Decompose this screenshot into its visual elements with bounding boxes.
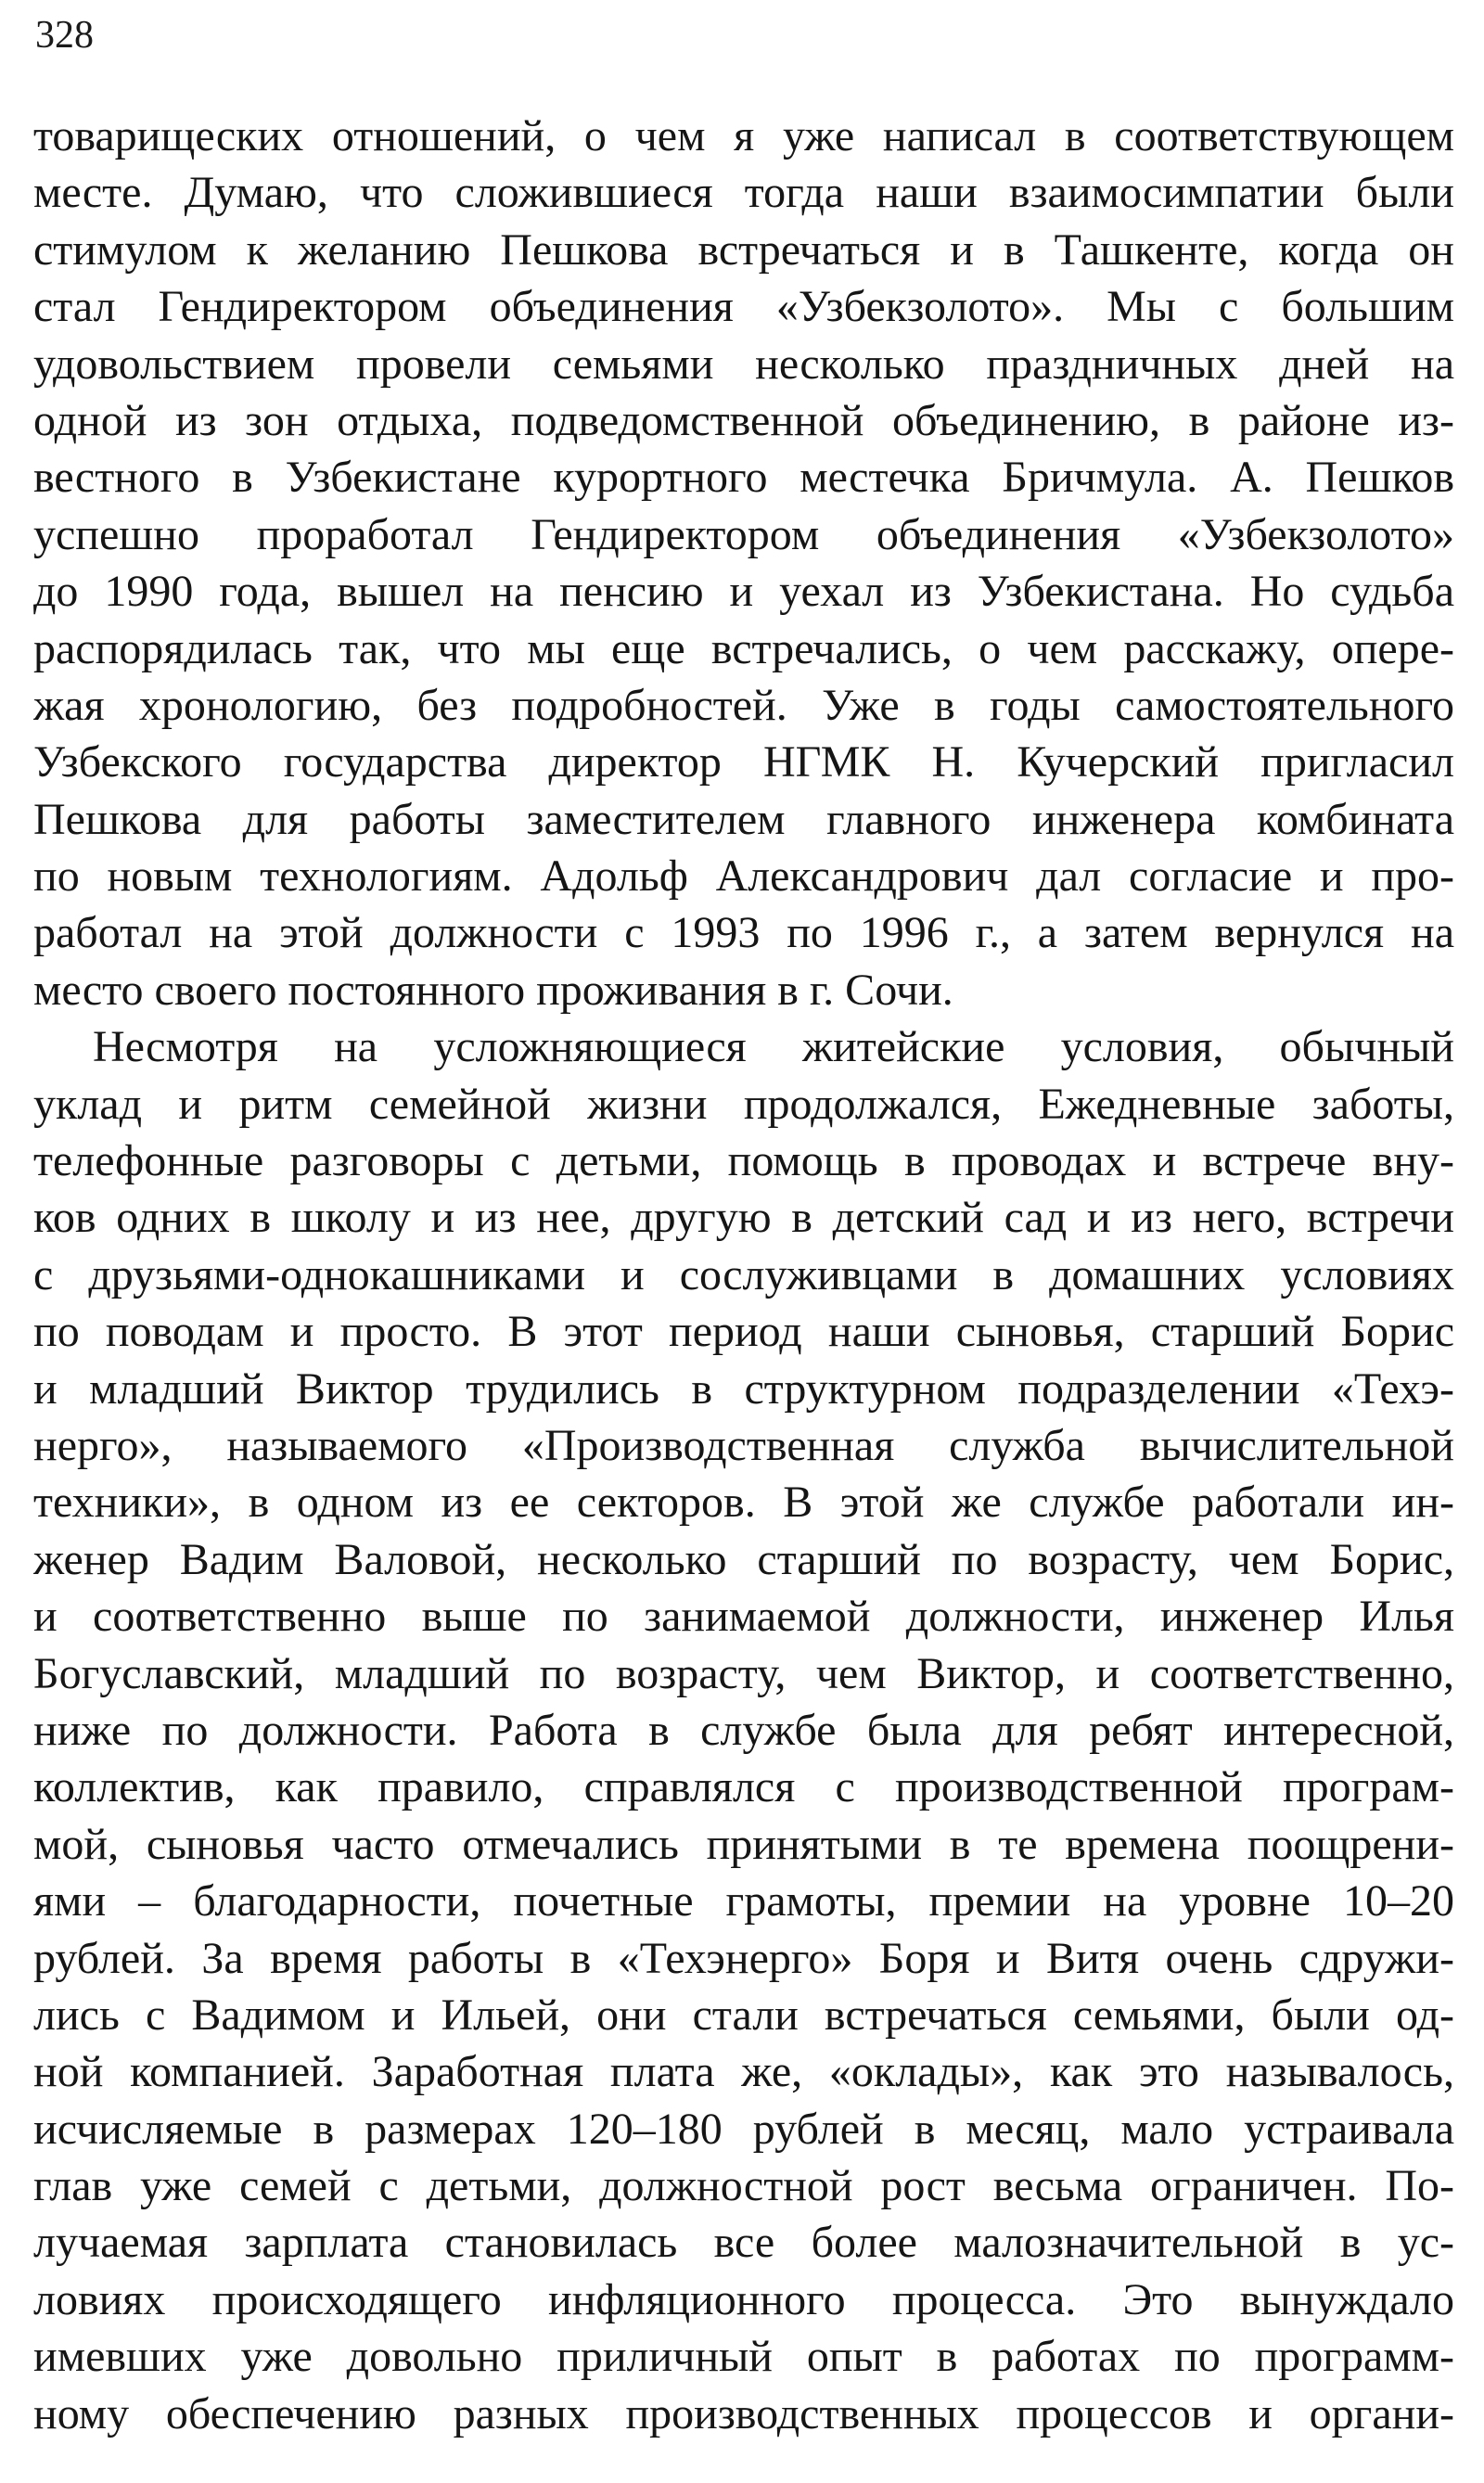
text-line: женер Вадим Валовой, несколько старший по возрасту, чем Борис, <box>33 1534 1454 1584</box>
text-line: ков одних в школу и из нее, другую в детский сад и из него, встречи <box>33 1193 1454 1243</box>
text-line: коллектив, как правило, справлялся с производственной програм- <box>33 1762 1454 1812</box>
text-line: ями – благодарности, почетные грамоты, премии на уровне 10–20 <box>33 1876 1454 1926</box>
text-line: месте. Думаю, что сложившиеся тогда наши взаимосимпатии были <box>33 168 1454 218</box>
text-line: Богуславский, младший по возрасту, чем Виктор, и соответственно, <box>33 1648 1454 1698</box>
text-line: и младший Виктор трудились в структурном подразделении «Техэ- <box>33 1363 1454 1414</box>
text-line: и соответственно выше по занимаемой должности, инженер Илья <box>33 1592 1454 1642</box>
text-line: нерго», называемого «Производственная служба вычислительной <box>33 1420 1454 1470</box>
text-line: уклад и ритм семейной жизни продолжался, Ежедневные заботы, <box>33 1079 1454 1129</box>
page-number: 328 <box>35 14 94 57</box>
paragraph-start-line: Несмотря на усложняющиеся житейские условия, обычный <box>93 1022 1454 1072</box>
text-line: стал Гендиректором объединения «Узбекзолото». Мы с большим <box>33 282 1454 332</box>
text-line: техники», в одном из ее секторов. В этой же службе работали ин- <box>33 1478 1454 1528</box>
text-line: ловиях происходящего инфляционного процесса. Это вынуждало <box>33 2274 1454 2324</box>
text-line: ной компанией. Заработная плата же, «оклады», как это называлось, <box>33 2047 1454 2097</box>
text-line: рублей. За время работы в «Техэнерго» Боря и Витя очень сдружи- <box>33 1933 1454 1983</box>
text-line: ному обеспечению разных производственных процессов и органи- <box>33 2388 1454 2438</box>
body-text <box>33 108 1454 2442</box>
text-line: Узбекского государства директор НГМК Н. Кучерский пригласил <box>33 737 1454 787</box>
text-line: Пешкова для работы заместителем главного инженера комбината <box>33 794 1454 844</box>
text-line: удовольствием провели семьями несколько праздничных дней на <box>33 339 1454 389</box>
text-line: по новым технологиям. Адольф Александрович дал согласие и про- <box>33 851 1454 902</box>
text-line: жая хронологию, без подробностей. Уже в годы самостоятельного <box>33 680 1454 730</box>
text-line: распорядилась так, что мы еще встречались, о чем расскажу, опере- <box>33 623 1454 673</box>
text-line: работал на этой должности с 1993 по 1996 г., а затем вернулся на <box>33 908 1454 958</box>
text-line: мой, сыновья часто отмечались принятыми в те времена поощрени- <box>33 1819 1454 1869</box>
text-line: с друзьями-однокашниками и сослуживцами в домашних условиях <box>33 1249 1454 1299</box>
text-line: успешно проработал Гендиректором объединения «Узбекзолото» <box>33 509 1454 559</box>
text-line: глав уже семей с детьми, должностной рост весьма ограничен. По- <box>33 2161 1454 2211</box>
text-line: до 1990 года, вышел на пенсию и уехал из Узбекистана. Но судьба <box>33 567 1454 617</box>
text-line: исчисляемые в размерах 120–180 рублей в месяц, мало устраивала <box>33 2104 1454 2154</box>
text-line: по поводам и просто. В этот период наши сыновья, старший Борис <box>33 1307 1454 1357</box>
text-line: товарищеских отношений, о чем я уже написал в соответствующем <box>33 111 1454 160</box>
paragraph-end-line: место своего постоянного проживания в г. Сочи. <box>33 965 953 1015</box>
text-line: лучаемая зарплата становилась все более малозначительной в ус- <box>33 2218 1454 2268</box>
text-line: лись с Вадимом и Ильей, они стали встречаться семьями, были од- <box>33 1990 1454 2040</box>
text-line: имевших уже довольно приличный опыт в работах по программ- <box>33 2332 1454 2382</box>
text-line: ниже по должности. Работа в службе была для ребят интересной, <box>33 1705 1454 1755</box>
text-line: телефонные разговоры с детьми, помощь в проводах и встрече вну- <box>33 1136 1454 1186</box>
text-line: вестного в Узбекистане курортного местечка Бричмула. А. Пешков <box>33 453 1454 503</box>
text-line: стимулом к желанию Пешкова встречаться и в Ташкенте, когда он <box>33 224 1454 275</box>
text-line: одной из зон отдыха, подведомственной объединению, в районе из- <box>33 395 1454 445</box>
